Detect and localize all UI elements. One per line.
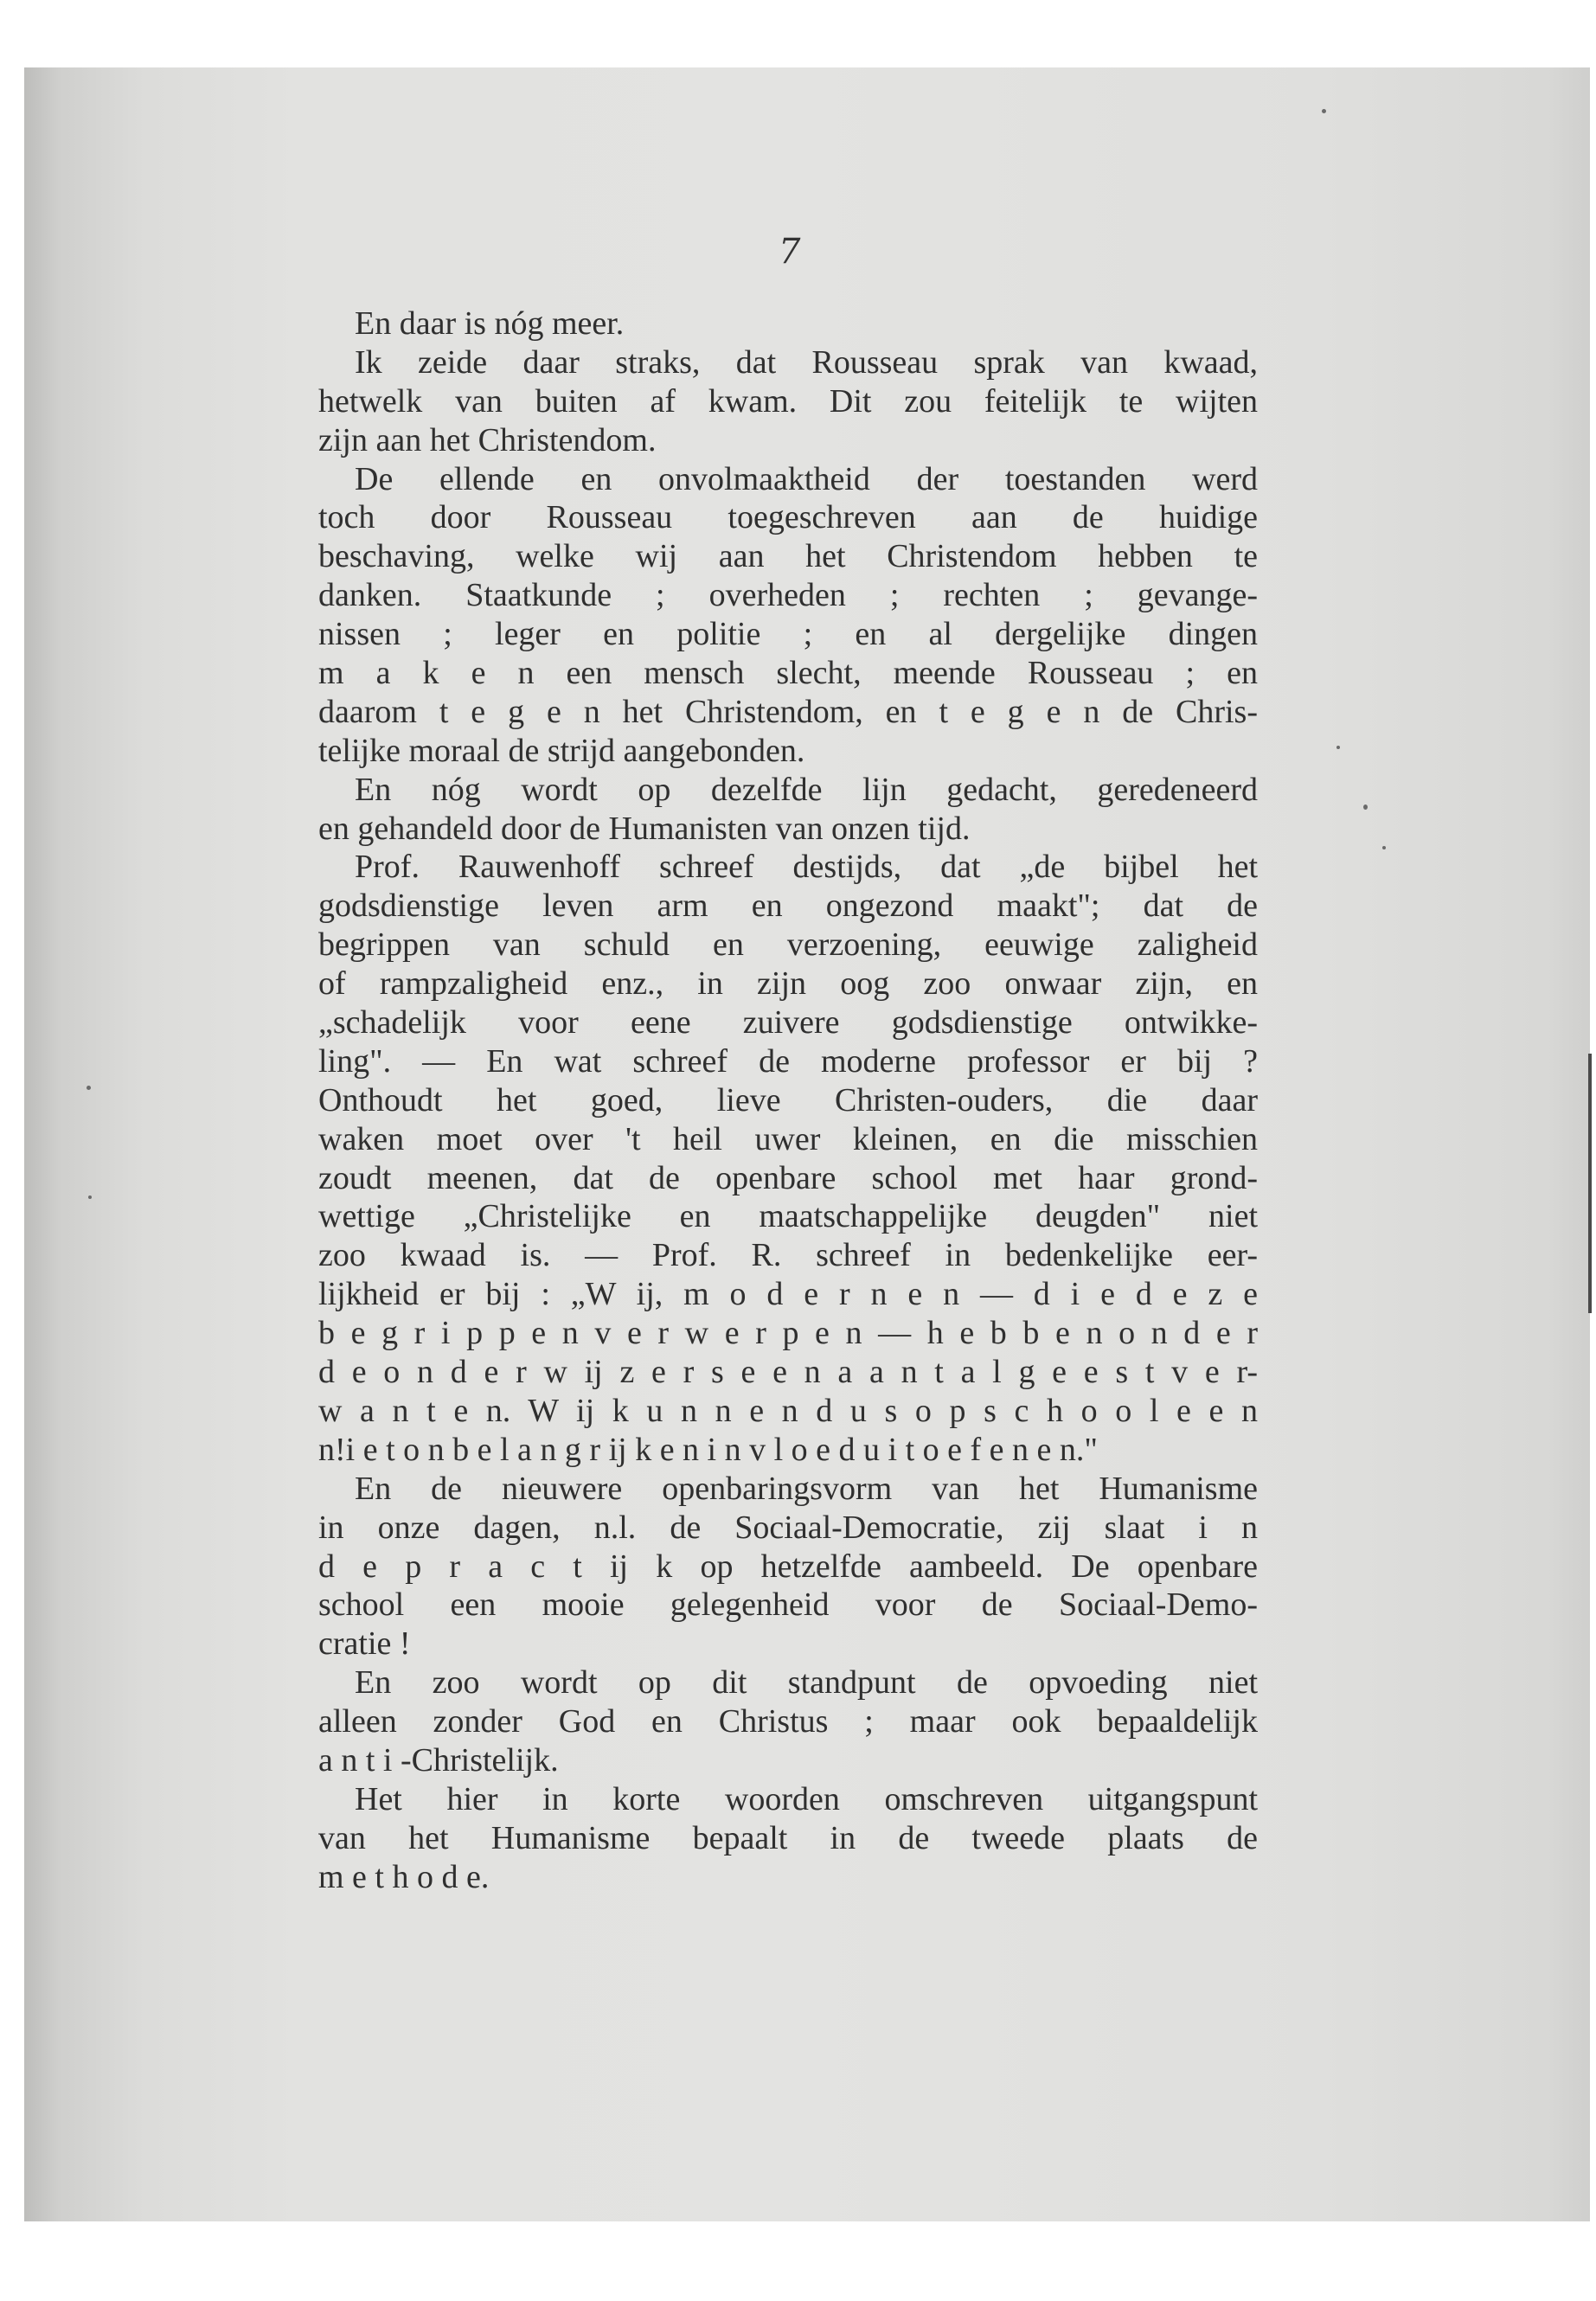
text-line: Onthoudt het goed, lieve Christen-ouders, die daar [318,1081,1258,1118]
text-line: en gehandeld door de Humanisten van onzen tijd. [318,810,971,847]
text-line: toch door Rousseau toegeschreven aan de huidige [318,499,1258,536]
text-line: Het hier in korte woorden omschreven uitgangspunt [355,1780,1258,1817]
text-line: En daar is nóg meer. [355,305,625,342]
text-line: godsdienstige leven arm en ongezond maakt"; dat de [318,888,1258,925]
text-line: telijke moraal de strijd aangebonden. [318,732,805,769]
text-line: hetwelk van buiten af kwam. Dit zou feitelijk te wijten [318,382,1258,420]
text-line: nissen ; leger en politie ; en al dergelijke dingen [318,616,1258,653]
text-line: En nóg wordt op dezelfde lijn gedacht, geredeneerd [355,771,1258,808]
text-line: ling". — En wat schreef de moderne professor er bij ? [318,1042,1258,1080]
page-edge-shadow [1588,1054,1592,1313]
text-line: waken moet over 't heil uwer kleinen, en die misschien [318,1120,1258,1157]
body-text [318,304,1258,1897]
text-line: alleen zonder God en Christus ; maar ook bepaaldelijk [318,1703,1258,1740]
text-line: „schadelijk voor eene zuivere godsdienstige ontwikke- [318,1004,1258,1042]
text-line: beschaving, welke wij aan het Christendom hebben te [318,538,1258,575]
dust-speck [87,1086,91,1090]
text-line: En de nieuwere openbaringsvorm van het Humanisme [355,1470,1258,1507]
text-line: zoudt meenen, dat de openbare school met haar grond- [318,1159,1258,1196]
dust-speck [1336,746,1340,749]
text-line: wettige „Christelijke en maatschappelijke deugden" niet [318,1198,1258,1235]
text-line: cratie ! [318,1625,411,1663]
text-line: Prof. Rauwenhoff schreef destijds, dat „de bijbel het [355,849,1258,886]
text-line: lijkheid er bij : „W ij, m o d e r n e n — d i e d e z e [318,1276,1258,1313]
text-line: begrippen van schuld en verzoening, eeuwige zaligheid [318,926,1258,964]
text-line: En zoo wordt op dit standpunt de opvoeding niet [355,1664,1258,1702]
text-line: zoo kwaad is. — Prof. R. schreef in bedenkelijke eer- [318,1237,1258,1274]
text-line: b e g r i p p e n v e r w e r p e n — h e b b e n o n d e r [318,1315,1258,1352]
page-number: 7 [779,232,801,272]
text-line: zijn aan het Christendom. [318,421,657,458]
text-line: De ellende en onvolmaaktheid der toestanden werd [355,460,1258,497]
text-line: d e p r a c t ij k op hetzelfde aambeeld. De openbare [318,1548,1258,1585]
text-line: school een mooie gelegenheid voor de Sociaal-Demo- [318,1586,1258,1624]
dust-speck [1382,846,1386,849]
text-line: van het Humanisme bepaalt in de tweede plaats de [318,1819,1258,1856]
text-line: a n t i -Christelijk. [318,1741,559,1779]
text-line: of rampzaligheid enz., in zijn oog zoo onwaar zijn, en [318,965,1258,1003]
dust-speck [1322,109,1326,113]
text-line: m a k e n een mensch slecht, meende Rousseau ; en [318,655,1258,692]
text-line: w a n t e n. W ij k u n n e n d u s o p s c h o o l e e n [318,1392,1258,1429]
text-line: m e t h o d e. [318,1858,490,1895]
dust-speck [88,1195,92,1199]
dust-speck [1363,804,1368,810]
text-line: d e o n d e r w ij z e r s e e n a a n t a l g e e s t v e r- [318,1354,1258,1391]
text-line: n!i e t o n b e l a n g r ij k e n i n v l o e d u i t o e f e n e n." [318,1431,1098,1468]
text-line: Ik zeide daar straks, dat Rousseau sprak van kwaad, [355,343,1258,381]
text-line: danken. Staatkunde ; overheden ; rechten ; gevange- [318,577,1258,614]
text-line: in onze dagen, n.l. de Sociaal-Democratie, zij slaat i n [318,1509,1258,1546]
text-line: daarom t e g e n het Christendom, en t e g e n de Chris- [318,693,1258,730]
